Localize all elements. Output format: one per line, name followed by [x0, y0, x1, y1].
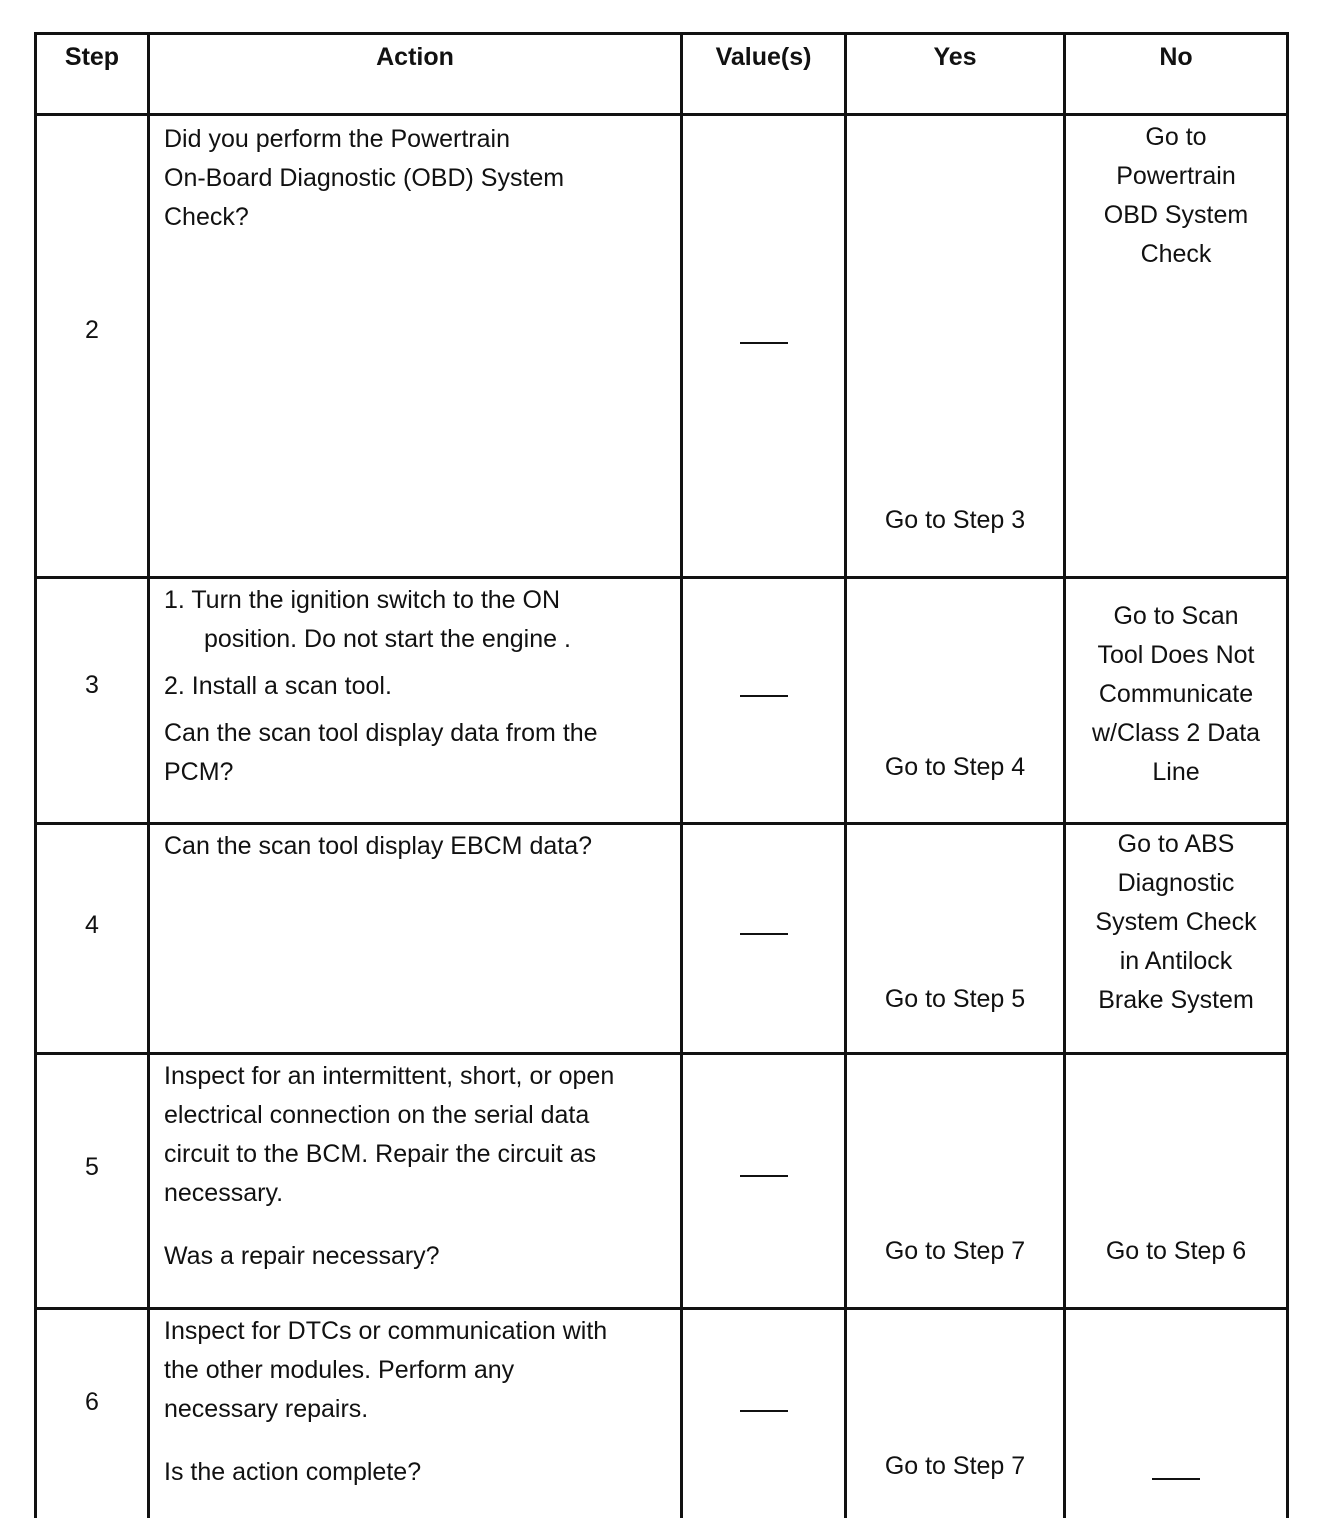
yes-cell — [846, 1054, 1065, 1309]
no-line: Powertrain — [1116, 162, 1236, 190]
no-cell — [1065, 1309, 1288, 1519]
action-line: Inspect for an intermittent, short, or open — [164, 1062, 615, 1090]
step-number: 6 — [85, 1388, 99, 1416]
action-line: Can the scan tool display data from the — [164, 719, 598, 747]
value-dash — [740, 1410, 788, 1412]
table-row — [36, 824, 1288, 1054]
value-dash — [740, 342, 788, 344]
action-line: Can the scan tool display EBCM data? — [164, 832, 593, 860]
table-row — [36, 578, 1288, 824]
action-line: circuit to the BCM. Repair the circuit as — [164, 1140, 597, 1168]
step-number: 4 — [85, 911, 99, 939]
yes-text: Go to Step 7 — [884, 1237, 1026, 1265]
value-cell — [682, 1054, 846, 1309]
action-line: Was a repair necessary? — [164, 1242, 440, 1270]
value-dash — [740, 695, 788, 697]
action-line: the other modules. Perform any — [164, 1356, 515, 1384]
no-line: Tool Does Not — [1097, 641, 1255, 669]
action-line: necessary repairs. — [164, 1395, 369, 1423]
action-line: 2. Install a scan tool. — [164, 672, 392, 700]
action-line: necessary. — [164, 1179, 284, 1207]
diagnostic-table — [34, 32, 1289, 1518]
action-line: Did you perform the Powertrain — [164, 125, 510, 153]
action-line: On-Board Diagnostic (OBD) System — [164, 164, 565, 192]
no-line: Go to — [1145, 123, 1207, 151]
header-no: No — [1065, 34, 1288, 115]
table-row — [36, 115, 1288, 578]
step-cell — [36, 1309, 149, 1519]
table-row — [36, 1309, 1288, 1519]
no-line: Check — [1140, 240, 1212, 268]
yes-cell — [846, 1309, 1065, 1519]
header-row — [36, 34, 1288, 115]
step-cell — [36, 824, 149, 1054]
value-dash — [740, 933, 788, 935]
action-cell — [149, 115, 682, 578]
action-cell — [149, 1309, 682, 1519]
no-line: Diagnostic — [1117, 869, 1235, 897]
table-row — [36, 1054, 1288, 1309]
no-cell — [1065, 578, 1288, 824]
no-dash — [1152, 1478, 1200, 1480]
action-cell — [149, 1054, 682, 1309]
no-cell — [1065, 115, 1288, 578]
no-line: Brake System — [1098, 986, 1254, 1014]
header-action: Action — [149, 34, 682, 115]
action-cell — [149, 824, 682, 1054]
no-line: w/Class 2 Data — [1091, 719, 1261, 747]
step-cell — [36, 578, 149, 824]
step-number: 5 — [85, 1153, 99, 1181]
step-number: 3 — [85, 671, 99, 699]
no-cell — [1065, 824, 1288, 1054]
action-line: electrical connection on the serial data — [164, 1101, 590, 1129]
value-cell — [682, 1309, 846, 1519]
action-line: Inspect for DTCs or communication with — [164, 1317, 608, 1345]
no-text: Go to Step 6 — [1105, 1237, 1247, 1265]
step-cell — [36, 115, 149, 578]
action-line: PCM? — [164, 758, 234, 786]
header-step: Step — [36, 34, 149, 115]
action-cell — [149, 578, 682, 824]
header-yes: Yes — [846, 34, 1065, 115]
yes-cell — [846, 578, 1065, 824]
yes-cell — [846, 115, 1065, 578]
yes-text: Go to Step 3 — [884, 506, 1026, 534]
step-number: 2 — [85, 316, 99, 344]
action-line: Is the action complete? — [164, 1458, 422, 1486]
no-line: Go to Scan — [1113, 602, 1239, 630]
action-line: position. Do not start the engine . — [204, 625, 571, 653]
value-dash — [740, 1175, 788, 1177]
no-cell — [1065, 1054, 1288, 1309]
no-line: OBD System — [1103, 201, 1249, 229]
header-value: Value(s) — [682, 34, 846, 115]
no-line: in Antilock — [1119, 947, 1233, 975]
value-cell — [682, 115, 846, 578]
no-line: Go to ABS — [1117, 830, 1235, 858]
no-line: Line — [1152, 758, 1200, 786]
action-line: 1. Turn the ignition switch to the ON — [164, 586, 561, 614]
no-line: System Check — [1095, 908, 1257, 936]
no-line: Communicate — [1098, 680, 1254, 708]
value-cell — [682, 824, 846, 1054]
yes-text: Go to Step 7 — [884, 1452, 1026, 1480]
value-cell — [682, 578, 846, 824]
yes-text: Go to Step 5 — [884, 985, 1026, 1013]
yes-cell — [846, 824, 1065, 1054]
step-cell — [36, 1054, 149, 1309]
action-line: Check? — [164, 203, 249, 231]
yes-text: Go to Step 4 — [884, 753, 1026, 781]
